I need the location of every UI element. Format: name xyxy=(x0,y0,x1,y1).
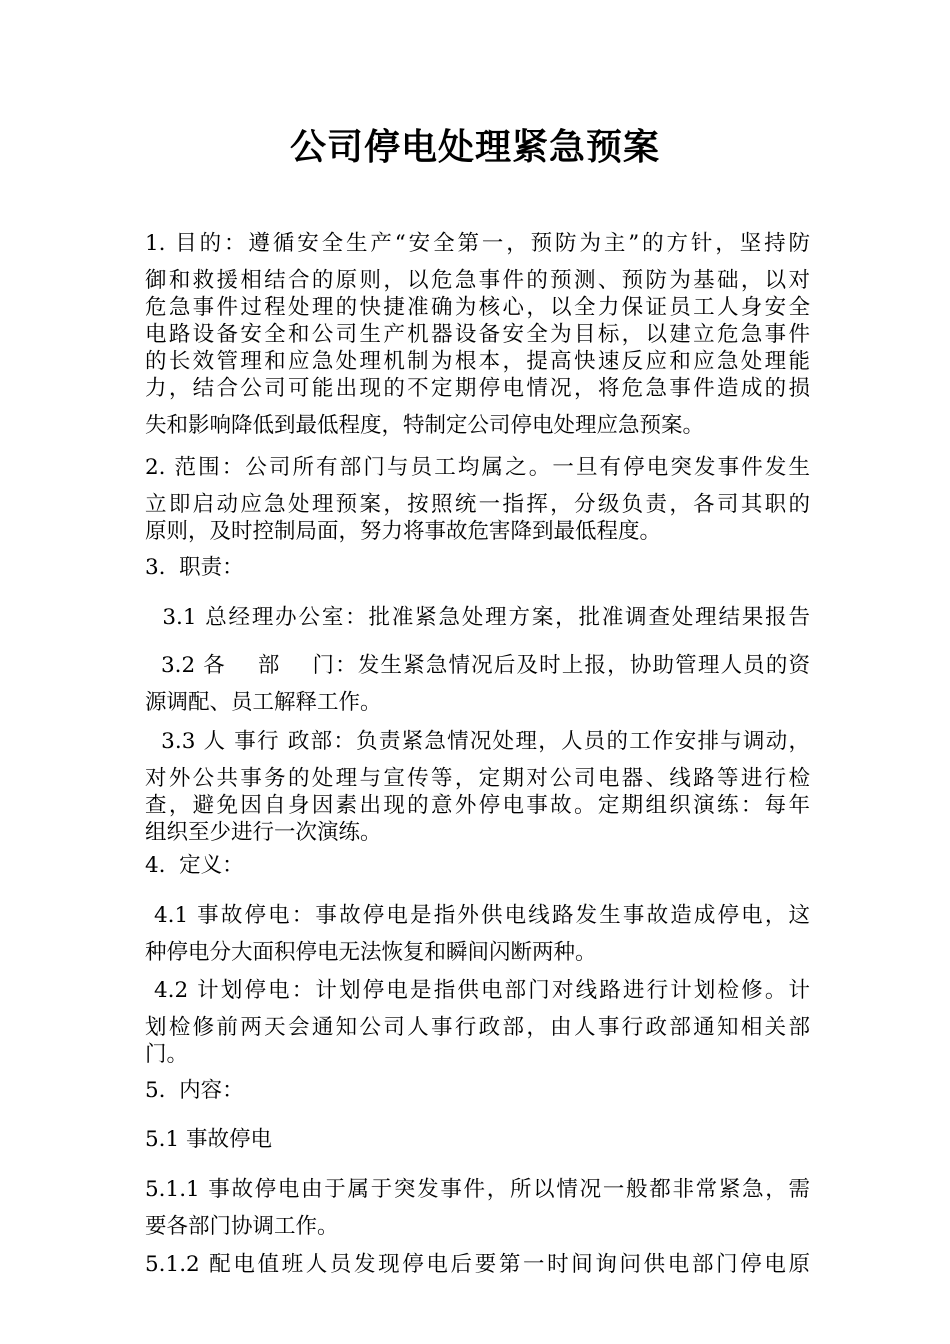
text-line: 3. 职责： xyxy=(145,555,244,580)
paragraph-3-3 xyxy=(145,728,810,846)
text-line: 3.3 人 事行 政部：负责紧急情况处理，人员的工作安排与调动， xyxy=(145,729,810,754)
text-line: 源调配、员工解释工作。 xyxy=(145,690,382,715)
paragraph-responsibilities xyxy=(145,554,810,581)
text-line: 门。 xyxy=(145,1042,189,1067)
text-line: 5.1 事故停电 xyxy=(145,1127,273,1152)
paragraph-3-2 xyxy=(145,652,810,716)
text-line: 3.1 总经理办公室：批准紧急处理方案，批准调查处理结果报告 xyxy=(145,605,810,630)
paragraph-5-1-1 xyxy=(145,1176,810,1240)
text-line: 组织至少进行一次演练。 xyxy=(145,820,382,845)
document-title: 公司停电处理紧急预案 xyxy=(289,126,660,168)
paragraph-5-1-2 xyxy=(145,1251,810,1278)
text-line: 危急事件过程处理的快捷准确为核心，以全力保证员工人身安全 xyxy=(145,295,810,320)
text-line: 5.1.1 事故停电由于属于突发事件，所以情况一般都非常紧急，需 xyxy=(145,1177,810,1202)
paragraph-4-2 xyxy=(145,977,810,1068)
text-line: 对外公共事务的处理与宣传等，定期对公司电器、线路等进行检 xyxy=(145,766,810,791)
text-line: 5. 内容： xyxy=(145,1078,244,1103)
text-line: 电路设备安全和公司生产机器设备安全为目标，以建立危急事件 xyxy=(145,322,810,347)
text-line: 失和影响降低到最低程度，特制定公司停电处理应急预案。 xyxy=(145,413,705,438)
text-line: 要各部门协调工作。 xyxy=(145,1214,339,1239)
text-line: 5.1.2 配电值班人员发现停电后要第一时间询问供电部门停电原 xyxy=(145,1252,810,1277)
paragraph-3-1 xyxy=(145,604,810,631)
text-line: 4.2 计划停电：计划停电是指供电部门对线路进行计划检修。计 xyxy=(145,978,810,1003)
text-line: 种停电分大面积停电无法恢复和瞬间闪断两种。 xyxy=(145,940,597,965)
text-line: 的长效管理和应急处理机制为根本，提高快速反应和应急处理能 xyxy=(145,349,810,374)
paragraph-scope xyxy=(145,454,810,545)
text-line: 划检修前两天会通知公司人事行政部，由人事行政部通知相关部 xyxy=(145,1015,810,1040)
text-line: 立即启动应急处理预案，按照统一指挥，分级负责，各司其职的 xyxy=(145,492,810,517)
paragraph-purpose xyxy=(145,230,810,439)
text-line: 4. 定义： xyxy=(145,853,244,878)
paragraph-content xyxy=(145,1077,810,1104)
paragraph-4-1 xyxy=(145,902,810,966)
text-line: 1. 目的：遵循安全生产“安全第一，预防为主”的方针，坚持防 xyxy=(145,231,810,256)
text-line: 力，结合公司可能出现的不定期停电情况，将危急事件造成的损 xyxy=(145,376,810,401)
paragraph-definitions xyxy=(145,852,810,879)
text-line: 御和救援相结合的原则，以危急事件的预测、预防为基础，以对 xyxy=(145,268,810,293)
text-line: 查，避免因自身因素出现的意外停电事故。定期组织演练：每年 xyxy=(145,793,810,818)
text-line: 3.2 各 部 门：发生紧急情况后及时上报，协助管理人员的资 xyxy=(145,653,810,678)
text-line: 2. 范围：公司所有部门与员工均属之。一旦有停电突发事件发生 xyxy=(145,455,810,480)
text-line: 原则，及时控制局面，努力将事故危害降到最低程度。 xyxy=(145,519,662,544)
paragraph-5-1 xyxy=(145,1126,810,1153)
text-line: 4.1 事故停电：事故停电是指外供电线路发生事故造成停电，这 xyxy=(145,903,810,928)
